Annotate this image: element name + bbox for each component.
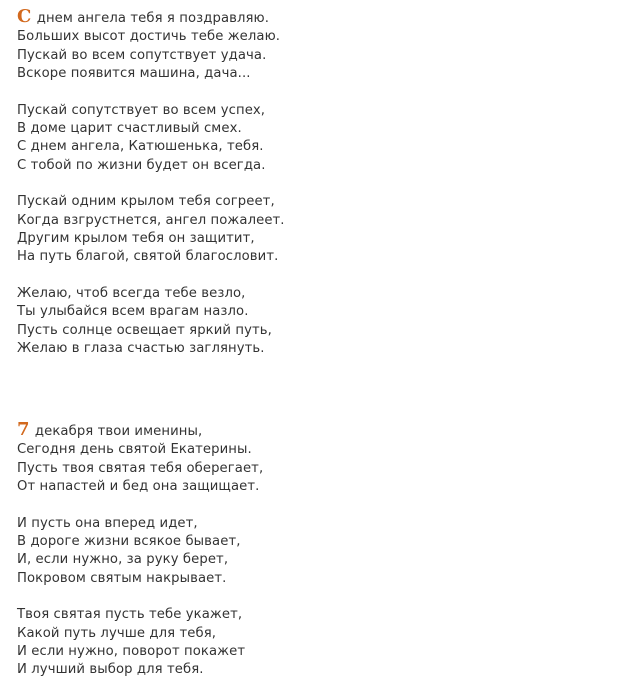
poem-stanza	[17, 8, 285, 84]
poem-line: Пусть твоя святая тебя оберегает,	[17, 460, 264, 476]
poem-line	[17, 421, 263, 441]
poem-line: С днем ангела, Катюшенька, тебя.	[17, 139, 264, 155]
poem-line: Какой путь лучше для тебя,	[17, 625, 217, 641]
poem-stanza	[17, 285, 285, 359]
poem-name-day-greeting	[17, 8, 285, 377]
poem-line: В доме царит счастливый смех.	[17, 121, 242, 137]
poem-line	[17, 8, 285, 28]
poem-stanza	[17, 102, 285, 176]
poem-line: Больших высот достичь тебе желаю.	[17, 29, 281, 45]
poem-line: Желаю, чтоб всегда тебе везло,	[17, 285, 246, 301]
poem-line: Пусть солнце освещает яркий путь,	[17, 322, 272, 338]
poem-line: Покровом святым накрывает.	[17, 570, 227, 586]
poem-line: Пускай сопутствует во всем успех,	[17, 102, 266, 118]
poem-stanza	[17, 515, 263, 589]
first-line-text: днем ангела тебя я поздравляю.	[32, 11, 270, 26]
poem-december-7	[17, 421, 263, 698]
poem-line: Когда взгрустнется, ангел пожалеет.	[17, 212, 285, 228]
poem-line: Сегодня день святой Екатерины.	[17, 442, 252, 458]
poem-stanza	[17, 606, 263, 680]
poem-line: Пускай во всем сопутствует удача.	[17, 47, 267, 63]
poem-line: И пусть она вперед идет,	[17, 515, 198, 531]
poem-stanza	[17, 421, 263, 497]
poem-line: И, если нужно, за руку берет,	[17, 552, 229, 568]
first-line-text: декабря твои именины,	[30, 424, 203, 439]
poem-line: На путь благой, святой благословит.	[17, 249, 279, 265]
poem-line: Твоя святая пусть тебе укажет,	[17, 607, 243, 623]
poem-line: Ты улыбайся всем врагам назло.	[17, 304, 249, 320]
poem-line: И если нужно, поворот покажет	[17, 644, 246, 660]
drop-cap-initial: С	[17, 6, 32, 27]
poem-line: Пускай одним крылом тебя согреет,	[17, 194, 275, 210]
poem-line: Вскоре появится машина, дача...	[17, 66, 251, 82]
poem-line: И лучший выбор для тебя.	[17, 662, 204, 678]
drop-cap-initial: 7	[17, 419, 30, 440]
poem-stanza	[17, 193, 285, 267]
poem-line: Желаю в глаза счастью заглянуть.	[17, 341, 265, 357]
poem-line: С тобой по жизни будет он всегда.	[17, 157, 266, 173]
poem-line: От напастей и бед она защищает.	[17, 479, 260, 495]
poem-line: В дороге жизни всякое бывает,	[17, 534, 241, 550]
poem-line: Другим крылом тебя он защитит,	[17, 231, 255, 247]
